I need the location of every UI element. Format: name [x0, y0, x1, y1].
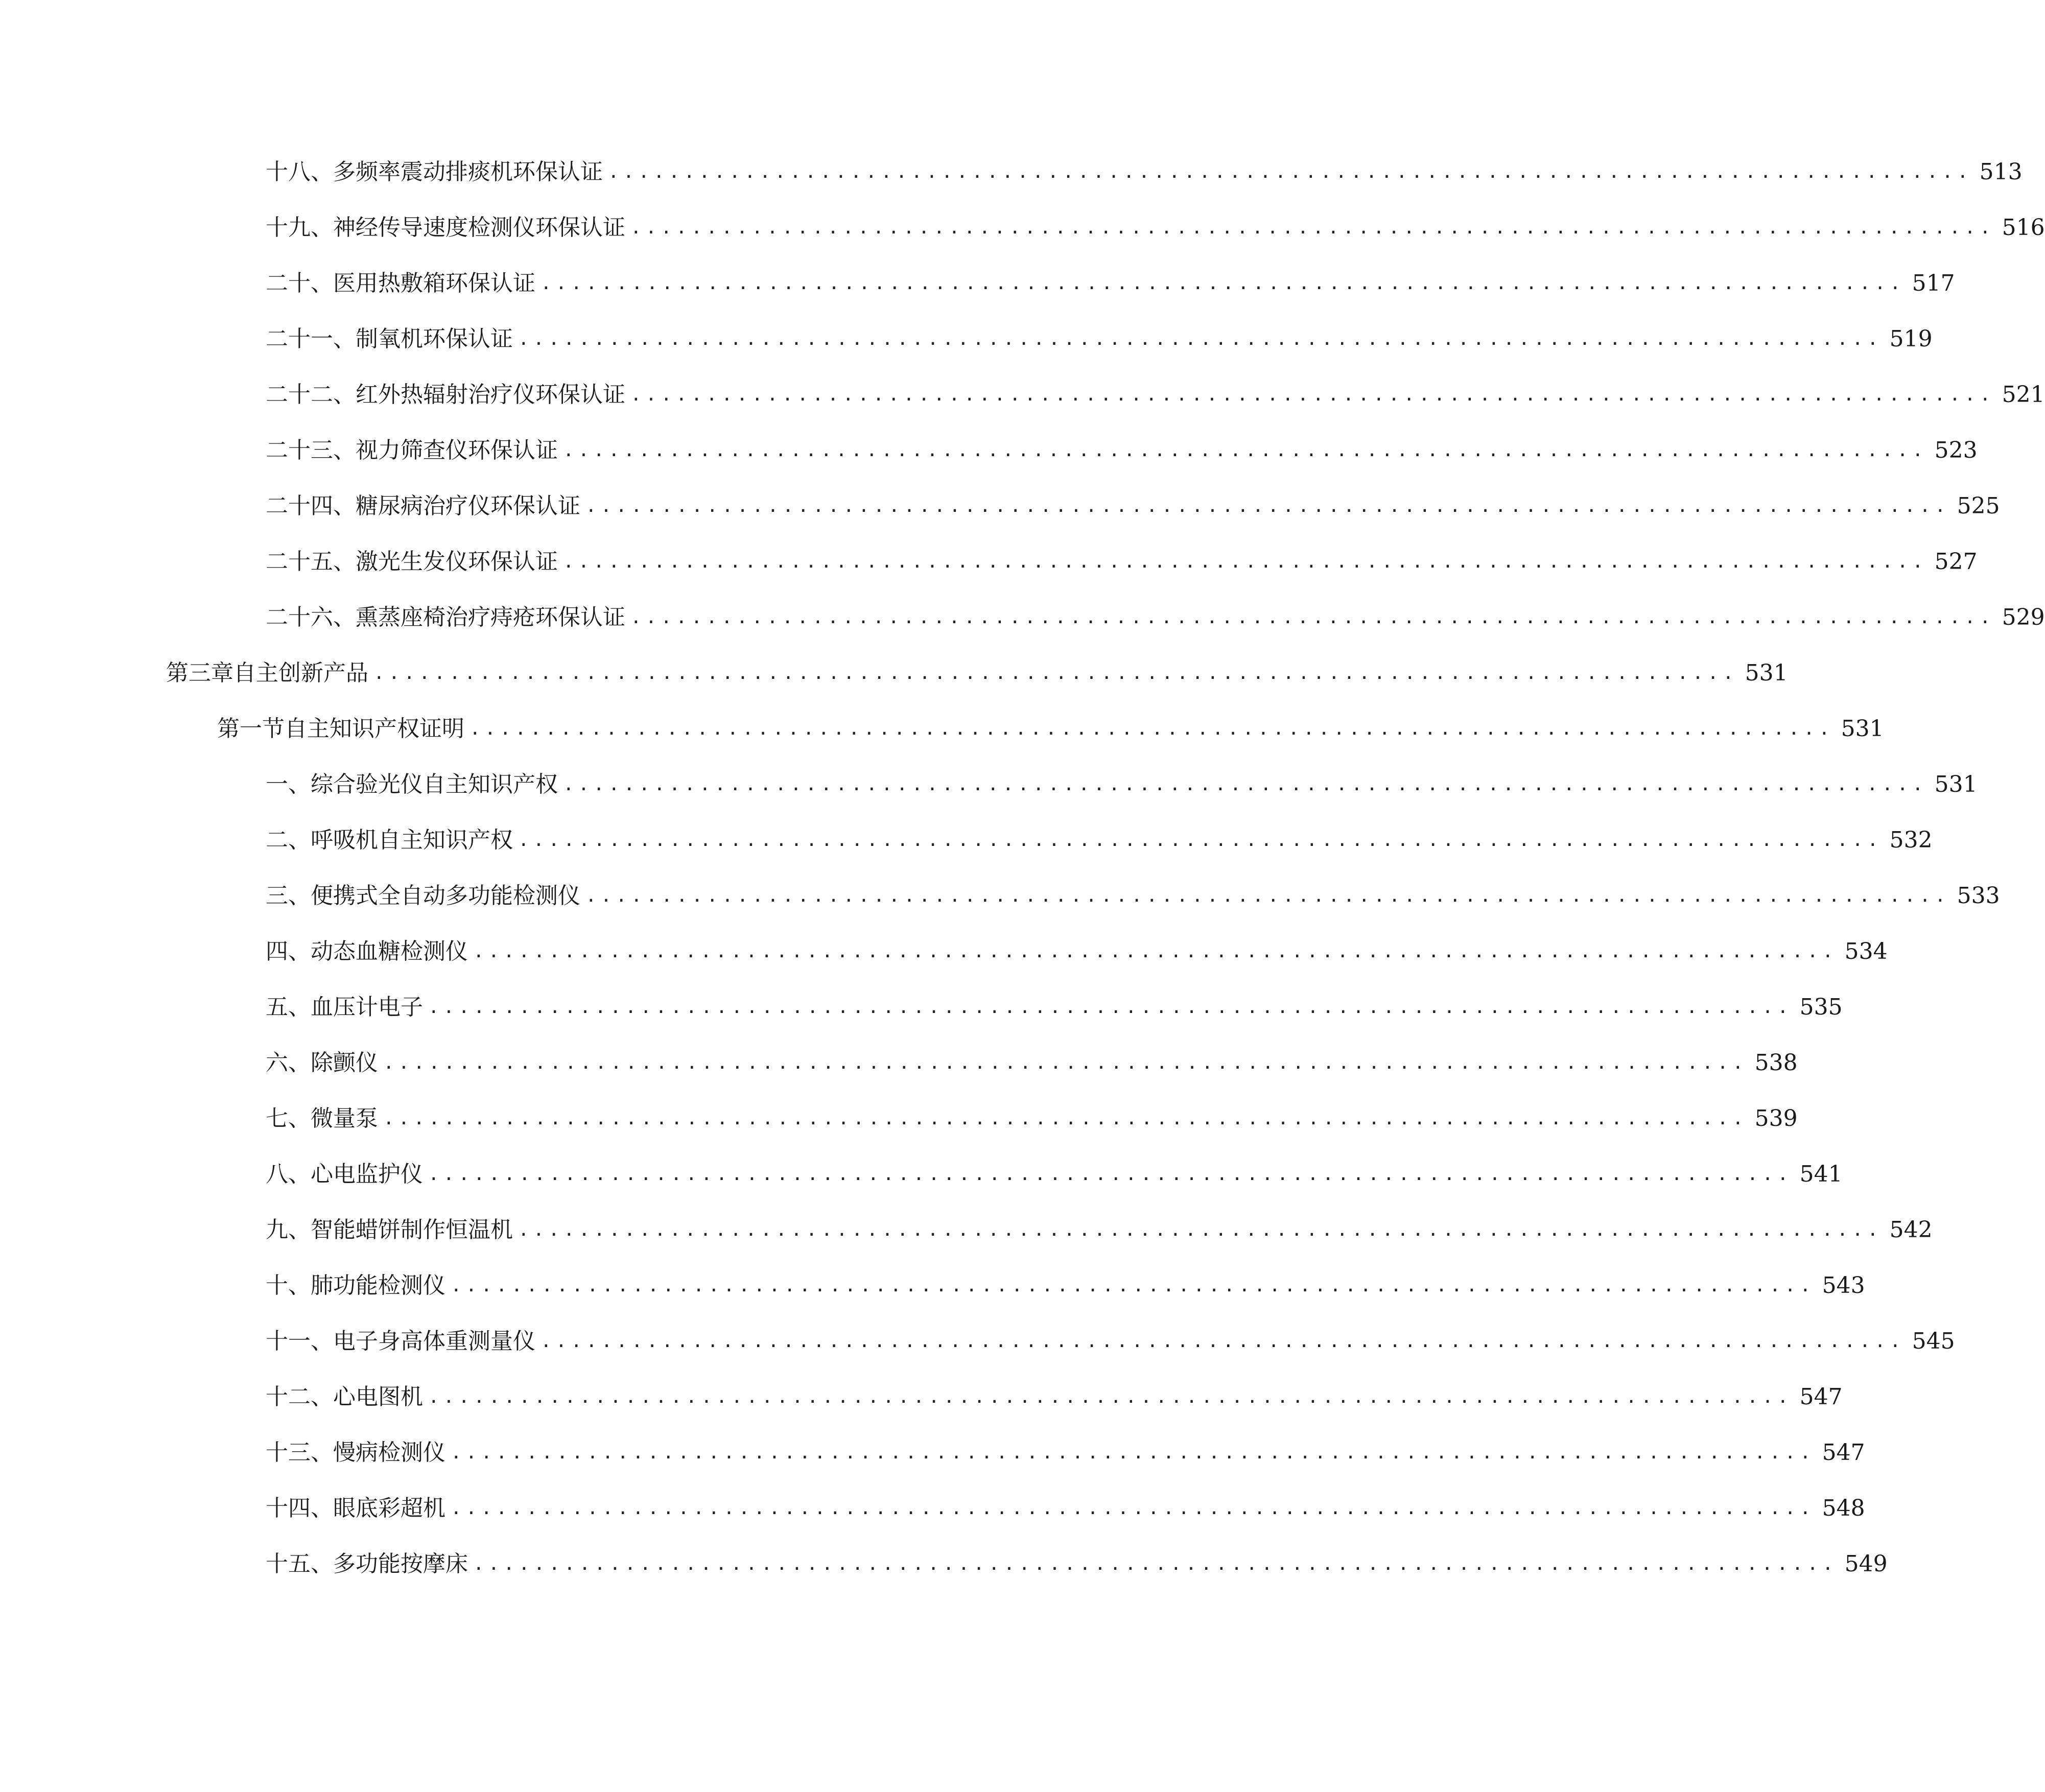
dot-leader: .......................................................................................... — [451, 1498, 1815, 1519]
toc-entry-title: 糖尿病治疗仪环保认证 — [356, 493, 580, 519]
dot-leader: .......................................................................................... — [563, 440, 1928, 461]
dot-leader: .......................................................................................... — [585, 885, 1950, 906]
toc-entry[interactable] — [0, 931, 1888, 972]
toc-entry[interactable] — [0, 1488, 1865, 1529]
toc-entry-page: 532 — [1889, 827, 1933, 853]
toc-entry-page: 513 — [1979, 159, 2023, 185]
toc-entry-number: 二十四、 — [266, 493, 356, 519]
toc-entry-page: 547 — [1799, 1384, 1843, 1410]
toc-entry-title: 心电图机 — [333, 1384, 423, 1410]
toc-entry-number: 第一节 — [217, 716, 285, 742]
toc-entry-title: 熏蒸座椅治疗痔疮环保认证 — [356, 604, 625, 630]
toc-entry-page: 533 — [1957, 883, 2000, 909]
toc-entry-title: 医用热敷箱环保认证 — [333, 270, 535, 296]
dot-leader: .......................................................................................... — [563, 551, 1928, 572]
toc-entry[interactable] — [0, 1098, 1798, 1139]
toc-entry[interactable] — [0, 1321, 1955, 1362]
toc-entry-title: 呼吸机自主知识产权 — [311, 827, 513, 853]
toc-entry-page: 531 — [1841, 716, 1884, 742]
toc-entry[interactable] — [0, 374, 2045, 415]
toc-entry-title: 神经传导速度检测仪环保认证 — [333, 215, 625, 241]
toc-entry[interactable] — [0, 152, 2023, 193]
toc-entry-title: 除颤仪 — [311, 1050, 378, 1076]
toc-entry[interactable] — [0, 876, 2000, 916]
toc-entry-title: 制氧机环保认证 — [356, 326, 513, 352]
dot-leader: .......................................................................................... — [518, 328, 1883, 349]
toc-entry-title: 视力筛查仪环保认证 — [356, 437, 558, 463]
toc-entry-title: 自主创新产品 — [233, 660, 368, 686]
toc-chapter-entry[interactable] — [0, 653, 1788, 694]
toc-entry-number: 三、 — [266, 883, 311, 909]
toc-entry[interactable] — [0, 319, 1933, 360]
toc-entry-page: 527 — [1934, 549, 1978, 575]
toc-entry-number: 二十一、 — [266, 326, 356, 352]
toc-entry[interactable] — [0, 820, 1933, 861]
toc-entry-title: 智能蜡饼制作恒温机 — [311, 1217, 513, 1243]
toc-entry-title: 慢病检测仪 — [333, 1440, 445, 1466]
dot-leader: .......................................................................................... — [630, 384, 1995, 405]
toc-entry[interactable] — [0, 1377, 1843, 1418]
toc-entry-title: 便携式全自动多功能检测仪 — [311, 883, 580, 909]
toc-entry[interactable] — [0, 1544, 1888, 1585]
toc-entry-page: 516 — [2002, 215, 2045, 241]
toc-section-entry[interactable] — [0, 709, 1884, 749]
toc-entry[interactable] — [0, 430, 1978, 471]
toc-entry-number: 第三章 — [166, 660, 233, 686]
toc-entry-title: 激光生发仪环保认证 — [356, 549, 558, 575]
toc-entry-number: 九、 — [266, 1217, 311, 1243]
dot-leader: .......................................................................................... — [630, 217, 1995, 238]
dot-leader: .......................................................................................... — [518, 1219, 1883, 1240]
toc-entry-title: 心电监护仪 — [311, 1161, 423, 1187]
toc-entry-number: 二十、 — [266, 270, 333, 296]
dot-leader: .......................................................................................... — [518, 830, 1883, 851]
toc-entry-page: 541 — [1799, 1161, 1843, 1187]
toc-entry-title: 肺功能检测仪 — [311, 1272, 445, 1299]
toc-entry[interactable] — [0, 597, 2045, 638]
dot-leader: .......................................................................................... — [383, 1052, 1748, 1073]
toc-entry[interactable] — [0, 486, 2000, 527]
toc-entry-number: 十九、 — [266, 215, 333, 241]
toc-entry-number: 十二、 — [266, 1384, 333, 1410]
dot-leader: .......................................................................................... — [383, 1108, 1748, 1129]
dot-leader: .......................................................................................... — [473, 1553, 1838, 1574]
dot-leader: .......................................................................................... — [585, 496, 1950, 516]
toc-entry-number: 十、 — [266, 1272, 311, 1299]
toc-entry-page: 542 — [1889, 1217, 1933, 1243]
dot-leader: .......................................................................................... — [428, 997, 1793, 1018]
toc-entry-page: 535 — [1799, 994, 1843, 1020]
toc-entry-title: 多频率震动排痰机环保认证 — [333, 159, 603, 185]
toc-entry-title: 血压计电子 — [311, 994, 423, 1020]
toc-entry-number: 四、 — [266, 938, 311, 964]
toc-entry-page: 549 — [1844, 1551, 1888, 1577]
toc-entry-number: 二十三、 — [266, 437, 356, 463]
toc-entry-number: 二十五、 — [266, 549, 356, 575]
toc-entry-page: 531 — [1745, 660, 1788, 686]
toc-entry-page: 538 — [1754, 1050, 1798, 1076]
toc-entry-number: 二十六、 — [266, 604, 356, 630]
toc-entry[interactable] — [0, 263, 1955, 304]
toc-entry-page: 545 — [1912, 1328, 1955, 1354]
dot-leader: .......................................................................................... — [469, 718, 1834, 739]
toc-entry-title: 多功能按摩床 — [333, 1551, 468, 1577]
dot-leader: .......................................................................................... — [630, 607, 1995, 628]
toc-entry-page: 519 — [1889, 326, 1933, 352]
dot-leader: .......................................................................................... — [373, 663, 1738, 683]
toc-entry-page: 531 — [1934, 771, 1978, 797]
toc-entry[interactable] — [0, 1043, 1798, 1083]
toc-entry-title: 自主知识产权证明 — [285, 716, 464, 742]
dot-leader: .......................................................................................... — [608, 161, 1972, 182]
dot-leader: .......................................................................................... — [451, 1442, 1815, 1463]
toc-entry-page: 525 — [1957, 493, 2000, 519]
toc-entry-number: 十一、 — [266, 1328, 333, 1354]
toc-entry-page: 548 — [1822, 1495, 1865, 1521]
toc-entry-number: 一、 — [266, 771, 311, 797]
toc-entry[interactable] — [0, 207, 2045, 248]
toc-entry-page: 539 — [1754, 1105, 1798, 1131]
toc-entry-title: 动态血糖检测仪 — [311, 938, 468, 964]
dot-leader: .......................................................................................... — [540, 1331, 1905, 1352]
dot-leader: .......................................................................................... — [540, 273, 1905, 294]
toc-entry-number: 六、 — [266, 1050, 311, 1076]
dot-leader: .......................................................................................... — [428, 1386, 1793, 1407]
toc-entry-title: 电子身高体重测量仪 — [333, 1328, 535, 1354]
dot-leader: .......................................................................................... — [473, 941, 1838, 962]
toc-entry-number: 二十二、 — [266, 382, 356, 408]
toc-entry[interactable] — [0, 1154, 1843, 1195]
toc-entry-page: 523 — [1934, 437, 1978, 463]
toc-entry-page: 534 — [1844, 938, 1888, 964]
toc-entry-page: 543 — [1822, 1272, 1865, 1299]
toc-entry-page: 521 — [2002, 382, 2045, 408]
dot-leader: .......................................................................................... — [451, 1275, 1815, 1296]
toc-entry-number: 二、 — [266, 827, 311, 853]
toc-entry[interactable] — [0, 541, 1978, 582]
toc-entry-page: 517 — [1912, 270, 1955, 296]
toc-entry-number: 七、 — [266, 1105, 311, 1131]
toc-entry-title: 眼底彩超机 — [333, 1495, 445, 1521]
toc-entry[interactable] — [0, 1210, 1933, 1251]
toc-entry[interactable] — [0, 764, 1978, 805]
toc-entry[interactable] — [0, 1265, 1865, 1306]
toc-entry-page: 529 — [2002, 604, 2045, 630]
toc-entry-title: 红外热辐射治疗仪环保认证 — [356, 382, 625, 408]
toc-entry[interactable] — [0, 1432, 1865, 1473]
toc-entry-page: 547 — [1822, 1440, 1865, 1466]
toc-entry-number: 八、 — [266, 1161, 311, 1187]
toc-entry-number: 十五、 — [266, 1551, 333, 1577]
toc-entry-title: 综合验光仪自主知识产权 — [311, 771, 558, 797]
dot-leader: .......................................................................................... — [428, 1164, 1793, 1185]
toc-entry-number: 十三、 — [266, 1440, 333, 1466]
toc-entry-number: 五、 — [266, 994, 311, 1020]
toc-entry[interactable] — [0, 987, 1843, 1028]
toc-entry-number: 十八、 — [266, 159, 333, 185]
toc-entry-number: 十四、 — [266, 1495, 333, 1521]
toc-entry-title: 微量泵 — [311, 1105, 378, 1131]
dot-leader: .......................................................................................... — [563, 774, 1928, 795]
